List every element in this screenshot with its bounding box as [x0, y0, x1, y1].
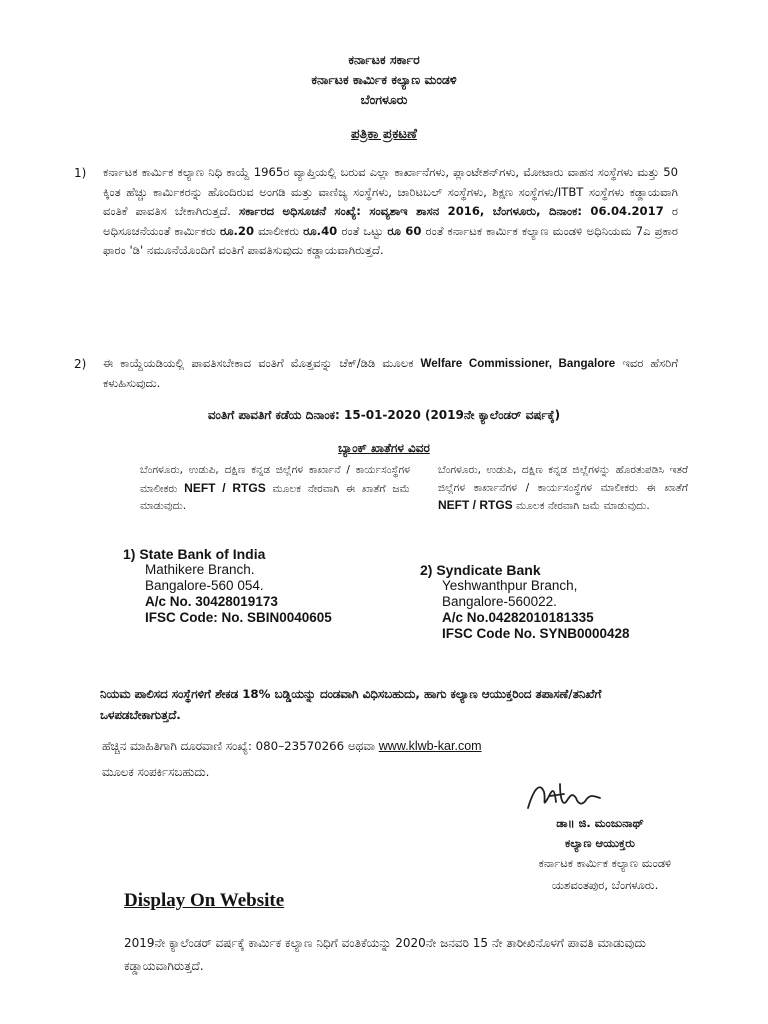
bank-left-account: A/c No. 30428019173	[145, 594, 278, 609]
website-link[interactable]: www.klwb-kar.com	[378, 739, 482, 753]
para2-text-a: ಈ ಕಾಯ್ದೆಯಡಿಯಲ್ಲಿ ಪಾವತಿಸಬೇಕಾದ ವಂತಿಗೆ ಮೊತ್ತವನ್ನು ಚೆಕ್/ಡಿಡಿ ಮೂಲಕ	[103, 356, 414, 370]
bank-right-branch: Yeshwanthpur Branch,	[442, 578, 578, 593]
para1-text-e: ಮಾಲೀಕರು	[258, 223, 300, 238]
para2-text	[103, 354, 678, 393]
contact-text-b: ಮೂಲಕ ಸಂಪರ್ಕಿಸಬಹುದು.	[102, 765, 210, 779]
bank-right-desc-c: ಮೂಲಕ ನೇರವಾಗಿ ಜಮೆ ಮಾಡುವುದು.	[516, 500, 650, 512]
para1-text-g: ರಂತೆ ಒಟ್ಟು	[341, 223, 384, 238]
bank-right-ifsc: IFSC Code No. SYNB0000428	[442, 626, 630, 641]
contact-text: ಹೆಚ್ಚಿನ ಮಾಹಿತಿಗಾಗಿ ದೂರವಾಣಿ ಸಂಖ್ಯೆ: 080–23570266 ಅಥವಾ	[102, 739, 376, 753]
bank-right-description	[438, 462, 688, 516]
bank-left-name: State Bank of India	[139, 546, 266, 562]
para1-text-c: ರ ಅಧಿಸೂಚನೆಯಂತೆ ಕಾರ್ಮಿಕರು	[103, 204, 679, 238]
signatory-designation: ಕಲ್ಯಾಣ ಆಯುಕ್ತರು	[565, 836, 635, 850]
para2-text-c: ಇವರ ಹೆಸರಿಗೆ ಕಳುಹಿಸುವುದು.	[103, 356, 679, 390]
para1-text	[103, 163, 678, 261]
payment-deadline: ವಂತಿಗೆ ಪಾವತಿಗೆ ಕಡೆಯ ದಿನಾಂಕ: 15-01-2020 (2019ನೇ ಕ್ಯಾಲೆಂಡರ್ ವರ್ಷಕ್ಕೆ)	[207, 408, 561, 422]
bank-right-neft: NEFT / RTGS	[438, 498, 513, 512]
government-title: ಕರ್ನಾಟಕ ಸರ್ಕಾರ	[348, 52, 420, 67]
city-title: ಬೆಂಗಳೂರು	[360, 92, 408, 107]
para1-worker-amount: ರೂ.20	[219, 223, 255, 238]
penalty-note: ನಿಯಮ ಪಾಲಿಸದ ಸಂಸ್ಥೆಗಳಿಗೆ ಶೇಕಡ 18% ಬಡ್ಡಿಯನ್ನು ದಂಡವಾಗಿ ವಿಧಿಸಬಹುದು, ಹಾಗು ಕಲ್ಯಾಣ ಆಯುಕ್ತರಿಂದ ತಪಾಸಣೆ/ತನಿಖೆಗೆ ಒಳಪಡಬೇಕಾಗುತ್ತದೆ.	[100, 687, 602, 722]
bank-right-number: 2)	[420, 562, 433, 578]
bank-left-number: 1)	[123, 546, 136, 562]
signatory-office: ಕರ್ನಾಟಕ ಕಾರ್ಮಿಕ ಕಲ್ಯಾಣ ಮಂಡಳಿ	[538, 856, 672, 870]
bank-left-ifsc: IFSC Code: No. SBIN0040605	[145, 610, 332, 625]
signature-mark	[520, 778, 620, 818]
para1-number: 1)	[74, 166, 87, 180]
bank-left-desc-a: ಬೆಂಗಳೂರು, ಉಡುಪಿ, ದಕ್ಷಿಣ ಕನ್ನಡ ಜಿಲ್ಲೆಗಳ ಕಾರ್ಖಾನೆ / ಕಾರ್ಯಸಂಸ್ಥೆಗಳ ಮಾಲೀಕರು	[140, 464, 410, 495]
para1-employer-amount: ರೂ.40	[303, 223, 338, 238]
bank-left-branch: Mathikere Branch.	[145, 562, 255, 577]
bank-left-description	[140, 462, 410, 516]
bank-right-details	[420, 562, 630, 642]
bank-left-desc-c: ಮೂಲಕ ನೇರವಾಗಿ ಈ ಖಾತೆಗೆ ಜಮೆ ಮಾಡುವುದು.	[140, 482, 410, 512]
bank-left-neft: NEFT / RTGS	[184, 480, 266, 495]
bank-details-heading: ಬ್ಯಾಂಕ್ ಖಾತೆಗಳ ವಿವರ	[338, 441, 430, 455]
signatory-place: ಯಶವಂತಪುರ, ಬೆಂಗಳೂರು.	[551, 878, 659, 892]
bank-left-city: Bangalore-560 054.	[145, 578, 264, 593]
para2-payee: Welfare Commissioner, Bangalore	[420, 357, 616, 370]
para2-number: 2)	[74, 357, 87, 371]
display-on-website-heading: Display On Website	[124, 890, 285, 911]
para1-text-a: ಕರ್ನಾಟಕ ಕಾರ್ಮಿಕ ಕಲ್ಯಾಣ ನಿಧಿ ಕಾಯ್ದೆ 1965ರ ವ್ಯಾಪ್ತಿಯಲ್ಲಿ ಬರುವ ಎಲ್ಲಾ ಕಾರ್ಖಾನೆಗಳು, ಪ್ಲಾಂಟೇಶನ್‌ಗಳು, ಮೋಟಾರು ವಾಹನ ಸಂಸ್ಥೆಗಳು ಮತ್ತು 50 ಕ್ಕಿಂತ ಹೆಚ್ಚು ಕಾರ್ಮಿಕರನ್ನು ಹೊಂದಿರುವ ಅಂಗಡಿ ಮತ್ತು ವಾಣಿಜ್ಯ ಸಂಸ್ಥೆಗಳು, ಚಾರಿಟಬಲ್ ಸಂಸ್ಥೆಗಳು, ಶಿಕ್ಷಣ ಸಂಸ್ಥೆಗಳು/ITBT ಸಂಸ್ಥೆಗಳು ಕಡ್ಡಾಯವಾಗಿ ವಂತಿಕೆ ಪಾವತಿಸ ಬೇಕಾಗಿರುತ್ತದೆ.	[103, 165, 678, 219]
bank-right-city: Bangalore-560022.	[442, 594, 557, 609]
bank-right-desc-a: ಬೆಂಗಳೂರು, ಉಡುಪಿ, ದಕ್ಷಿಣ ಕನ್ನಡ ಜಿಲ್ಲೆಗಳನ್ನು ಹೊರತುಪಡಿಸಿ ಇತರೆ ಜಿಲ್ಲೆಗಳ ಕಾರ್ಖಾನೆಗಳ / ಕಾರ್ಯಸಂಸ್ಥೆಗಳ ಮಾಲೀಕರು ಈ ಖಾತೆಗೆ	[438, 464, 688, 494]
signatory-name: ಡಾ॥ ಜಿ. ಮಂಜುನಾಥ್	[556, 816, 644, 830]
para1-text-i: ರಂತೆ ಕರ್ನಾಟಕ ಕಾರ್ಮಿಕ ಕಲ್ಯಾಣ ಮಂಡಳಿ ಅಧಿನಿಯಮ 7ಎ ಪ್ರಕಾರ ಫಾರಂ 'ಡಿ' ನಮೂನೆಯೊಂದಿಗೆ ವಂತಿಗೆ ಪಾವತಿಸುವುದು ಕಡ್ಡಾಯವಾಗಿರುತ್ತದೆ.	[103, 223, 679, 258]
bank-right-name: Syndicate Bank	[436, 562, 541, 578]
para1-notification: ಸರ್ಕಾರದ ಅಧಿಸೂಚನೆ ಸಂಖ್ಯೆ: ಸಂವ್ಯಶಾಇ ಶಾಸನ 2016, ಬೆಂಗಳೂರು, ದಿನಾಂಕ: 06.04.2017	[238, 204, 664, 219]
bank-left-details	[123, 546, 332, 626]
board-title: ಕರ್ನಾಟಕ ಕಾರ್ಮಿಕ ಕಲ್ಯಾಣ ಮಂಡಳಿ	[311, 72, 457, 87]
footer-notice: 2019ನೇ ಕ್ಯಾಲೆಂಡರ್ ವರ್ಷಕ್ಕೆ ಕಾರ್ಮಿಕ ಕಲ್ಯಾಣ ನಿಧಿಗೆ ವಂತಿಕೆಯನ್ನು 2020ನೇ ಜನವರಿ 15 ನೇ ತಾರೀಖಿನೊಳಗೆ ಪಾವತಿ ಮಾಡುವುದು ಕಡ್ಡಾಯವಾಗಿರುತ್ತದೆ.	[124, 936, 646, 973]
press-release-heading: ಪತ್ರಿಕಾ ಪ್ರಕಟಣೆ	[351, 126, 417, 142]
para1-total-amount: ರೂ 60	[387, 223, 422, 238]
bank-right-account: A/c No.04282010181335	[442, 610, 594, 625]
